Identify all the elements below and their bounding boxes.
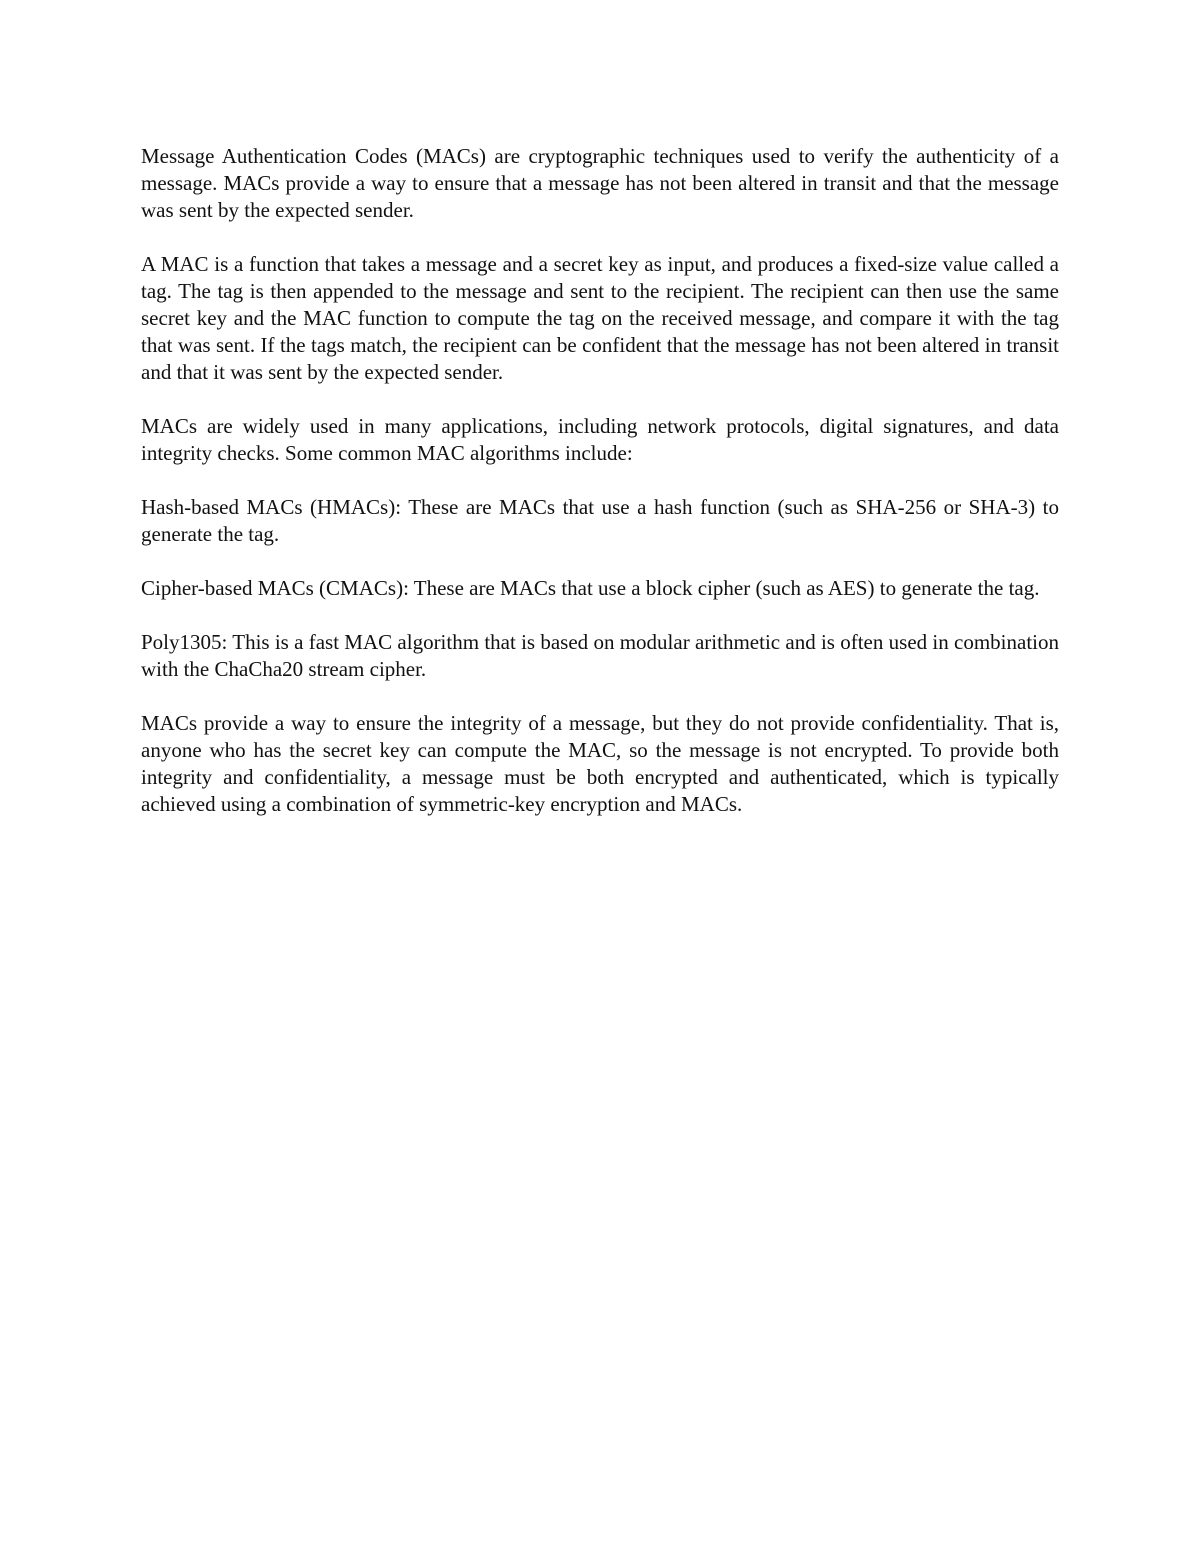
paragraph-intro: Message Authentication Codes (MACs) are cryptographic techniques used to verify the authenticity of a message. MACs provide a way to ensure that a message has not been altered in transit and that the message was sent by the expected sender. [141,144,1059,222]
paragraph-mac-function: A MAC is a function that takes a message and a secret key as input, and produces a fixed-size value called a tag. The tag is then appended to the message and sent to the recipient. The recipient can then use the same secret key and the MAC function to compute the tag on the received message, and compare it with the tag that was sent. If the tags match, the recipient can be confident that the message has not been altered in transit and that it was sent by the expected sender. [141,252,1059,384]
document-body [141,143,1059,818]
paragraph-hmac: Hash-based MACs (HMACs): These are MACs that use a hash function (such as SHA-256 or SHA-3) to generate the tag. [141,495,1059,546]
paragraph-conclusion: MACs provide a way to ensure the integrity of a message, but they do not provide confidentiality. That is, anyone who has the secret key can compute the MAC, so the message is not encrypted. To provide both integrity and confidentiality, a message must be both encrypted and authenticated, which is typically achieved using a combination of symmetric-key encryption and MACs. [141,711,1059,816]
paragraph-cmac: Cipher-based MACs (CMACs): These are MACs that use a block cipher (such as AES) to generate the tag. [141,576,1040,600]
paragraph-poly1305: Poly1305: This is a fast MAC algorithm that is based on modular arithmetic and is often used in combination with the ChaCha20 stream cipher. [141,630,1059,681]
paragraph-applications: MACs are widely used in many applications, including network protocols, digital signatures, and data integrity checks. Some common MAC algorithms include: [141,414,1059,465]
